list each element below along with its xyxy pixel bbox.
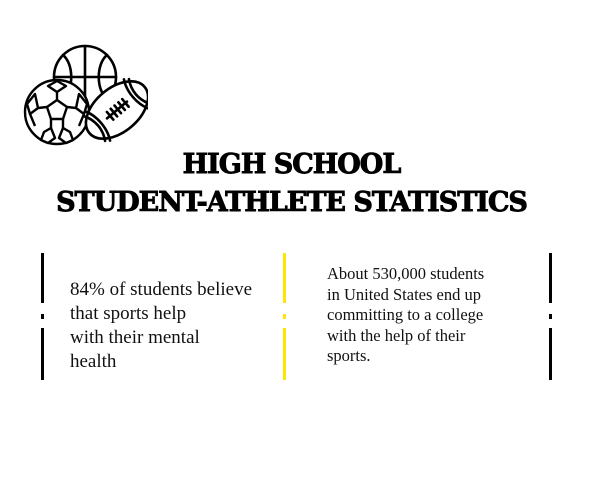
divider-right — [549, 253, 552, 380]
page-title — [0, 146, 583, 222]
title-line-1: HIGH SCHOOL — [182, 149, 401, 180]
sports-balls-icon — [22, 44, 148, 148]
stat-text-line: that sports help — [70, 303, 187, 324]
stat-text-line: with their mental — [70, 327, 200, 348]
stat-mental-health — [70, 278, 275, 374]
divider-left — [41, 253, 44, 380]
stat-text-line: health — [70, 351, 117, 372]
stat-text-line: in United States end up — [327, 284, 481, 304]
stat-text-line: committing to a college — [327, 305, 484, 324]
stat-text-line: with the help of their — [327, 325, 466, 345]
divider-middle — [283, 253, 286, 380]
stat-college-commitment — [327, 264, 532, 367]
stat-text-line: About 530,000 students — [327, 264, 485, 283]
soccer-ball-icon — [25, 80, 89, 144]
stat-text-line: 84% of students believe — [70, 279, 253, 300]
title-line-2: STUDENT-ATHLETE STATISTICS — [56, 187, 527, 218]
stat-text-line: sports. — [327, 346, 371, 365]
